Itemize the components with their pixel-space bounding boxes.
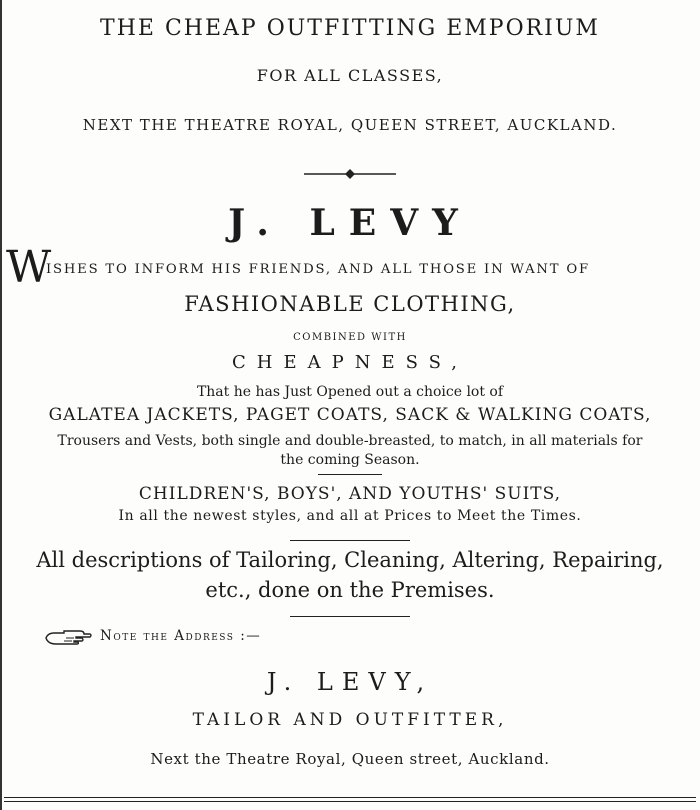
diamond-rule-icon	[304, 168, 396, 180]
advert-subtitle: FOR ALL CLASSES,	[256, 66, 444, 85]
fashionable-heading: FASHIONABLE CLOTHING,	[184, 292, 516, 316]
coats-list: GALATEA JACKETS, PAGET COATS, SACK & WALKING COATS,	[48, 405, 652, 425]
newest-styles-text: In all the newest styles, and all at Prices to Meet the Times.	[118, 508, 582, 524]
advert-title: THE CHEAP OUTFITTING EMPORIUM	[100, 16, 600, 41]
divider-rule	[318, 474, 382, 475]
bottom-rule	[4, 801, 696, 802]
opened-text: That he has Just Opened out a choice lot of	[196, 384, 504, 400]
footer-merchant-name: J. LEVY,	[266, 668, 434, 696]
premises-text: etc., done on the Premises.	[205, 578, 495, 602]
trade-heading: TAILOR AND OUTFITTER,	[192, 710, 508, 730]
trousers-text-cont: the coming Season.	[280, 452, 420, 468]
tailoring-text: All descriptions of Tailoring, Cleaning, Altering, Repairing,	[36, 548, 664, 572]
note-line	[44, 628, 261, 645]
divider-rule	[290, 616, 410, 617]
note-text: Note the Address :—	[100, 628, 262, 644]
advert-location: NEXT THE THEATRE ROYAL, QUEEN STREET, AUCKLAND.	[82, 116, 618, 134]
merchant-name: J. LEVY	[228, 202, 472, 244]
footer-address: Next the Theatre Royal, Queen street, Auckland.	[150, 750, 550, 768]
divider-rule	[290, 540, 410, 541]
cheapness-heading: CHEAPNESS,	[231, 352, 469, 373]
intro-text: ISHES TO INFORM HIS FRIENDS, AND ALL THOSE IN WANT OF	[46, 262, 590, 277]
suits-heading: CHILDREN'S, BOYS', AND YOUTHS' SUITS,	[138, 484, 562, 504]
combined-with-text: COMBINED WITH	[293, 332, 407, 343]
drop-cap: W	[6, 242, 52, 293]
trousers-text: Trousers and Vests, both single and double-breasted, to match, in all materials for	[57, 433, 643, 449]
pointing-hand-icon	[44, 629, 92, 645]
bottom-rule	[4, 797, 696, 798]
